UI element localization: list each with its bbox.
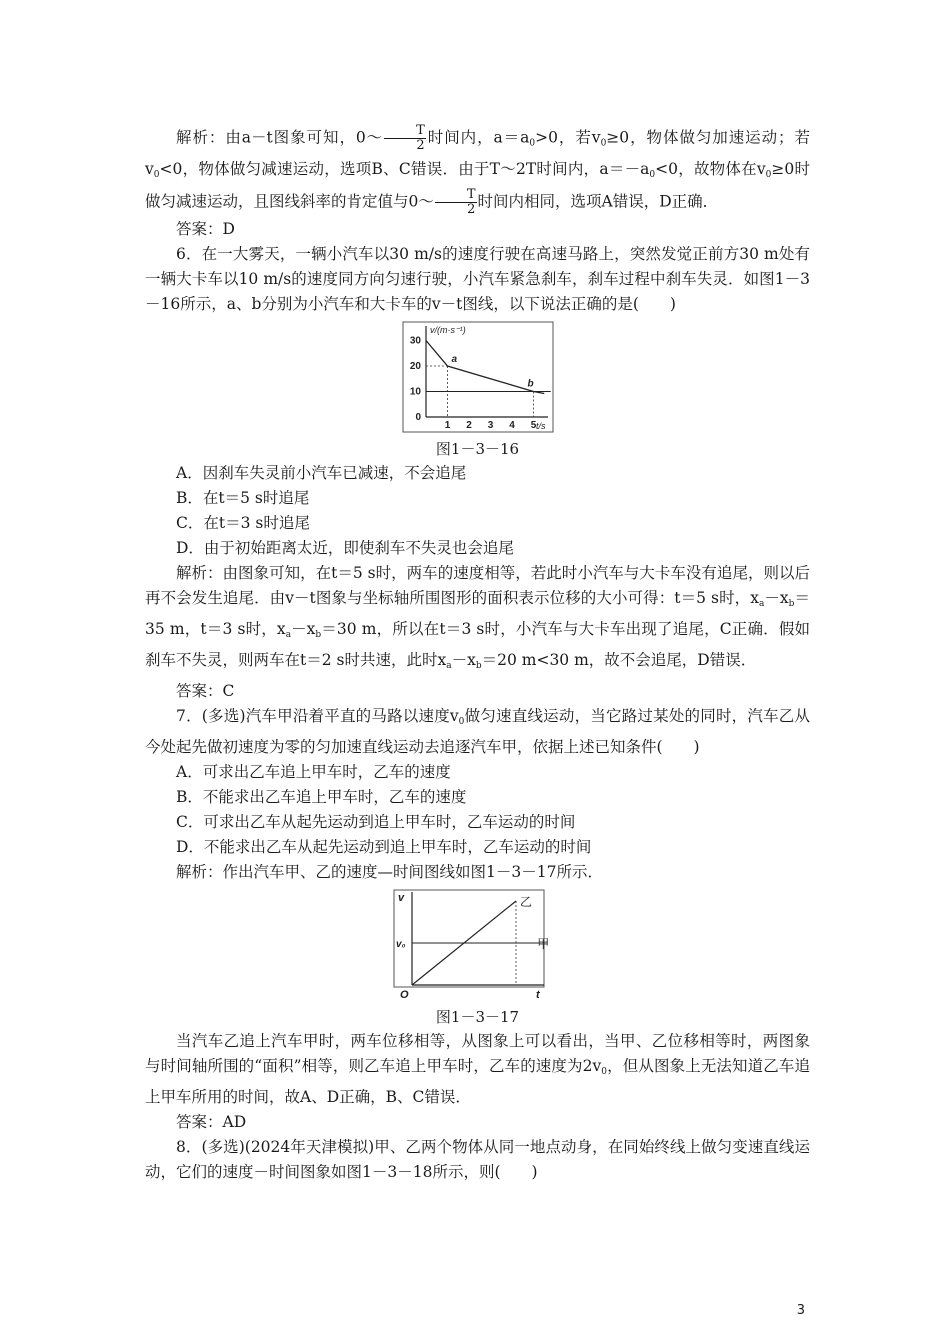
y-tick-label: 20: [409, 360, 421, 372]
q6-option-c: C．在t＝3 s时追尾: [176, 513, 310, 532]
page-number: 3: [796, 1303, 805, 1318]
q6-option-a: A．因刹车失灵前小汽车已减速，不会追尾: [176, 463, 467, 482]
x-tick-label: 3: [487, 419, 493, 431]
answer-q7: 答案：AD: [176, 1112, 247, 1131]
q7-option-b: B．不能求出乙车追上甲车时，乙车的速度: [176, 787, 467, 806]
y-axis-label: v: [397, 891, 404, 904]
x-tick-label: 2: [465, 419, 472, 431]
answer-q6: 答案：C: [176, 681, 235, 700]
y-tick-label: 0: [414, 411, 421, 423]
q6-option-d: D．由于初始距离太近，即使刹车不失灵也会追尾: [176, 538, 514, 557]
figure-1-3-16-caption: 图1－3－16: [435, 439, 520, 458]
x-tick-label: 4: [508, 419, 515, 431]
analysis-q7: 当汽车乙追上汽车甲时，两车位移相等，从图象上可以看出，当甲、乙位移相等时，两图象与时间轴所围的“面积”相等，则乙车追上甲车时，乙车的速度为$2v_0$，但从图象上无法知道乙车追上甲车所用的时间，故A、D正确，B、C错误．: [145, 1031, 810, 1106]
question-6-stem: 6．在一大雾天，一辆小汽车以30 m/s的速度行驶在高速马路上，突然发觉正前方30 m处有一辆大卡车以10 m/s的速度同方向匀速行驶，小汽车紧急刹车，刹车过程中刹车失灵．如图1－3－16所示，a、b分别为小汽车和大卡车的v－t图线，以下说法正确的是( ): [145, 244, 810, 313]
x-tick-label: 1: [444, 419, 450, 431]
x-tick-label: 5: [530, 419, 536, 431]
y-axis-label: v/(m·s⁻¹): [429, 324, 466, 335]
figure-1-3-17-caption: 图1－3－17: [435, 1007, 520, 1026]
fraction-t-over-2: $\frac{T}{2}$: [435, 188, 477, 217]
series-label-yi: 乙: [519, 894, 532, 909]
figure-1-3-17-chart: [393, 889, 563, 1001]
analysis-q5: 解析：由a－t图象可知，0～ $\frac{T}{2}$ 时间内，$a=a_0>0$，若$v_0\ge 0$，物体做匀加速运动；若$v_0<0$，物体做匀减速运动，选项B、C错误．由于T～2T时间内，$a=-a_0<0$，故物体在$v_0\ge 0$时做匀减速运动，且图线斜率的肯定值与0～ $\frac{T}{2}$ 时间内相同，选项A错误，D正确．: [145, 123, 811, 217]
series-label-jia: 甲: [536, 936, 549, 951]
question-7-stem: 7．(多选)汽车甲沿着平直的马路以速度$v_0$做匀速直线运动，当它路过某处的同时，汽车乙从今处起先做初速度为零的匀加速直线运动去追逐汽车甲，依据上述已知条件( ): [145, 706, 810, 756]
series-line-a: [426, 340, 544, 393]
y-tick-label: 10: [409, 386, 421, 397]
series-label-b: b: [527, 378, 534, 389]
y-tick-label: 30: [409, 335, 421, 346]
q7-option-c: C．可求出乙车从起先运动到追上甲车时，乙车运动的时间: [176, 812, 576, 831]
x-axis-label: t/s: [535, 420, 546, 431]
y-tick-label-v0: v₀: [395, 938, 406, 950]
analysis-q7-intro: 解析：作出汽车甲、乙的速度—时间图线如图1－3－17所示．: [176, 862, 603, 881]
x-axis-label: t: [535, 988, 540, 1001]
fraction-t-over-2: $\frac{T}{2}$: [384, 124, 426, 153]
answer-q5: 答案：D: [176, 219, 235, 238]
question-8-stem: 8．(多选)(2024年天津模拟)甲、乙两个物体从同一地点动身，在同始终线上做匀变速直线运动，它们的速度－时间图象如图1－3－18所示，则( ): [145, 1137, 810, 1181]
page-content: [145, 124, 810, 1185]
q7-option-d: D．不能求出乙车从起先运动到追上甲车时，乙车运动的时间: [176, 837, 592, 856]
series-label-a: a: [451, 353, 457, 365]
figure-1-3-16-chart: [402, 321, 554, 433]
analysis-q6: 解析：由图象可知，在t＝5 s时，两车的速度相等，若此时小汽车与大卡车没有追尾，则以后再不会发生追尾．由v－t图象与坐标轴所围图形的面积表示位移的大小可得：t＝5 s时，$x_a-x_b=35$ m，t＝3 s时，$x_a-x_b=30$ m，所以在t＝3 s时，小汽车与大卡车出现了追尾，C正确．假如刹车不失灵，则两车在t＝2 s时共速，此时$x_a-x_b=20$ m<30 m，故不会追尾，D错误．: [145, 563, 811, 671]
origin-label: O: [399, 988, 409, 1001]
q6-option-b: B．在t＝5 s时追尾: [176, 488, 310, 507]
q7-option-a: A．可求出乙车追上甲车时，乙车的速度: [176, 762, 451, 781]
